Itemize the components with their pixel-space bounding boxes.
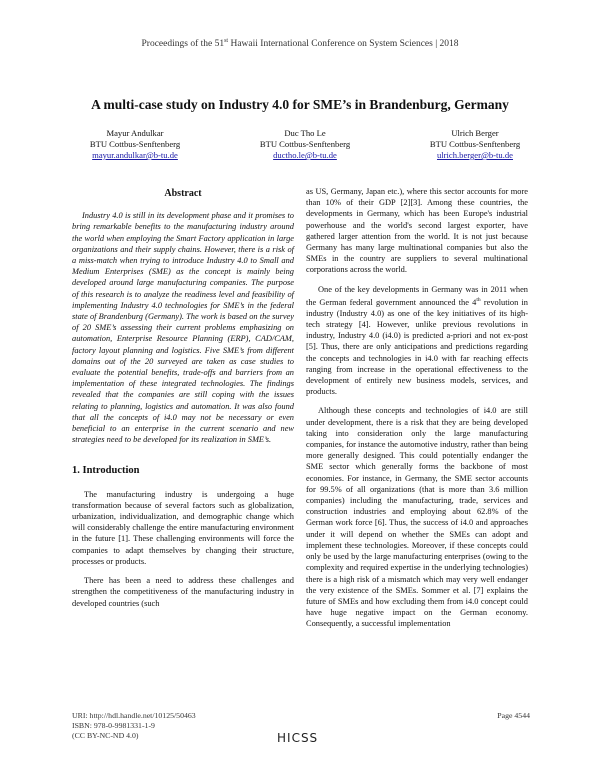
author-email-link[interactable]: mayur.andulkar@b-tu.de	[92, 150, 178, 160]
intro-paragraph-1: The manufacturing industry is undergoing a huge transformation because of several factors such as globalization, urbanization, individualization, and demographic change which will considerably challenge the entire manufacturing environment in the future [1]. These challenging environments will force the companies to adapt themselves by changing their structure, processes or products.	[72, 489, 294, 566]
author-affiliation: BTU Cottbus-Senftenberg	[429, 139, 521, 149]
abstract-heading: Abstract	[164, 188, 202, 199]
author-affiliation: BTU Cottbus-Senftenberg	[259, 139, 351, 149]
author-email-link[interactable]: ulrich.berger@b-tu.de	[436, 150, 513, 160]
paragraph-text-end: revolution in industry (Industry 4.0) as one of the key initiatives of its high-tech strategy [4]. However, unlike previous revolutions in industry, Industry 4.0 (i4.0) is predicted a-priori and not ex-post [5]. Thus, there are only anticipations and predictions regarding the concepts and technologies in i4.0 with far reaching effects ranging from increase in the operational effectiveness to the development of entirely new business models, services, and products.	[306, 297, 528, 397]
footer-meta	[72, 711, 272, 741]
hicss-logo: HICSS	[277, 731, 319, 745]
footer-license: (CC BY-NC-ND 4.0)	[72, 731, 139, 740]
intro-paragraph-2: There has been a need to address these challenges and strengthen the competitiveness of the manufacturing industry in developed countries (such	[72, 576, 294, 608]
author-affiliation: BTU Cottbus-Senftenberg	[89, 139, 181, 149]
right-column	[306, 186, 528, 638]
body-paragraph-1: as US, Germany, Japan etc.), where this sector accounts for more than 10% of their GDP [2][3]. Among these countries, the developments in Germany, which has been Europe's industrial powerhouse and the world's second largest exporter, have gathered larger attention from the world. It is not just because Germany has many large multinational companies but also the SMEs in the country are suppliers to several multinational corporations across the world.	[306, 187, 528, 275]
author-block	[60, 128, 550, 161]
author-2	[230, 128, 380, 161]
left-column	[72, 188, 294, 617]
page-number: Page 4544	[497, 711, 530, 720]
author-name: Mayur Andulkar	[106, 128, 164, 138]
paragraph-text: One of the key developments in Germany was in 2011 when the German federal government announced the 4	[306, 284, 528, 307]
author-email-link[interactable]: ductho.le@b-tu.de	[273, 150, 337, 160]
author-name: Duc Tho Le	[284, 128, 326, 138]
footer-uri-link[interactable]: URI: http://hdl.handle.net/10125/50463	[72, 711, 196, 720]
body-paragraph-3: Although these concepts and technologies of i4.0 are still under development, there is a risk that they are being developed taking into consideration only the large manufacturing companies, for instance the automotive industry, rather than being more generally designed. This could potentially endanger the SME sector which generally forms the backbone of most economies. For instance, in Germany, the SME sector accounts for 99.5% of all organizations (that is more than 3.6 million companies) including the manufacturing, trade, services and construction industries and employing about 62.8% of the German work force [6]. Thus, the success of i4.0 and approaches under it will depend on whether the SMEs can adopt and implement these technologies. Moreover, if these concepts could only be used by the large manufacturing enterprises (owing to the complexity and required expertise in the underlying technologies) there is a high risk of a mismatch which may very well endanger the very existence of the SMEs. Sommer et al. [7] explains the future of SMEs and how excluding them from i4.0 concept could have huge negative impact on the German economy. Consequently, a successful implementation	[306, 406, 528, 629]
author-1	[60, 128, 210, 161]
introduction-heading: 1. Introduction	[72, 465, 140, 477]
ordinal-sup: th	[476, 296, 481, 303]
abstract-text: Industry 4.0 is still in its development phase and it promises to bring remarkable benefits to the manufacturing industry around the world when employing the Smart Factory application in large organizations and their supply chains. However, there is a risk of a miss-match when trying to introduce Industry 4.0 to Small and Medium Enterprises (SME) as the concept is mainly being developed around large manufacturing companies. The purpose of this research is to analyze the readiness level and feasibility of implementing Industry 4.0 technologies for SME’s in the federal state of Brandenburg (Germany). The work is based on the survey of 20 SME’s assessing their current problems emphasizing on automation, Enterprise Resource Planning (ERP), CAD/CAM, factory layout planning and logistics. Five SME’s from different domains out of the 20 surveyed are taken as case studies to evaluate the potential benefits, trade-offs and barriers from an implementation of these integrated technologies. The findings revealed that the companies are still coping with the issues relating to planning, logistics and automation. It was also found that all the concepts of i4.0 may not be necessary or even beneficial to an enterprise in the current scenario and new strategies need to be developed for its realization in SME’s.	[72, 211, 294, 445]
paper-title: A multi-case study on Industry 4.0 for SME’s in Brandenburg, Germany	[91, 97, 509, 112]
author-name: Ulrich Berger	[451, 128, 499, 138]
running-head-text: Proceedings of the 51	[141, 39, 225, 50]
running-head-text-end: Hawaii International Conference on System Sciences | 2018	[228, 39, 459, 50]
author-3	[400, 128, 550, 161]
running-head	[0, 38, 600, 49]
running-head-sup: st	[224, 38, 229, 44]
footer-isbn: ISBN: 978-0-9981331-1-9	[72, 721, 155, 730]
body-paragraph-2	[306, 284, 528, 398]
